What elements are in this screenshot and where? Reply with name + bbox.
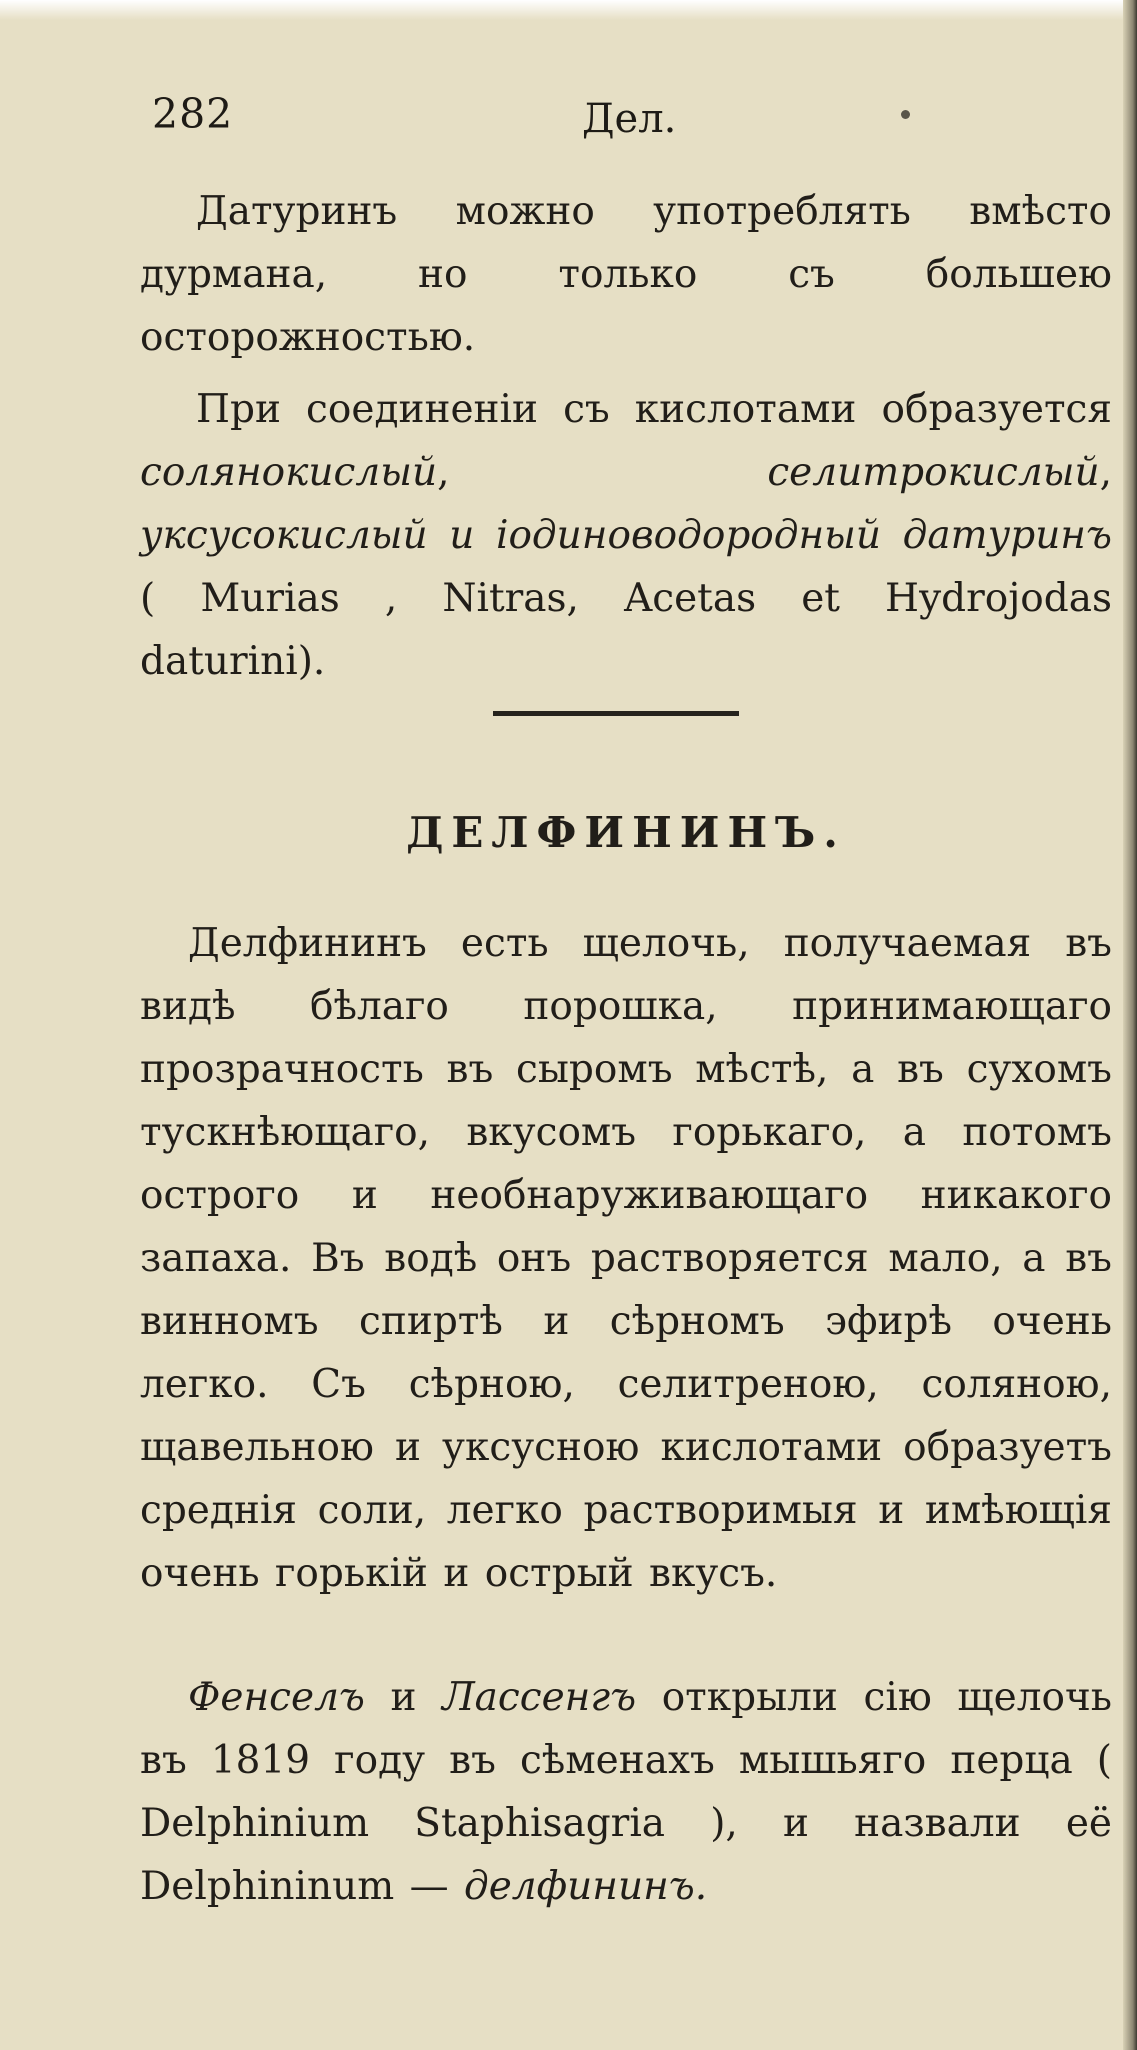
section-divider [493,711,739,716]
italic-term: селитрокислый [767,450,1100,495]
paragraph-text: Делфининъ есть щелочь, получаемая въ видѣ бѣлаго порошка, принимающаго прозрачность въ сыромъ мѣстѣ, а въ сухомъ тускнѣющаго, вкусомъ горькаго, а потомъ острого и необнаруживающаго никакого запаха. Въ водѣ онъ растворяется мало, а въ винномъ спиртѣ и сѣрномъ эфирѣ очень легко. Съ сѣрною, селитреною, соляною, щавельною и уксусною кислотами образуетъ среднія соли, легко растворимыя и имѣющія очень горькій и острый вкусъ. [140,921,1112,1596]
paragraph-text: Датуринъ можно употреблять вмѣсто дурмана, но только съ большею осторожностью. [140,189,1112,360]
paragraph-text: При соединеніи съ кислотами образуется [196,387,1112,432]
page-right-edge [1123,0,1137,2050]
running-head: Дел. [582,96,677,142]
paragraph-text: и [364,1675,443,1720]
italic-name: Лассенгъ [442,1675,637,1720]
paragraph-delphinin-discovery [140,1666,1112,1918]
paragraph-daturin-salts [140,378,1112,693]
paragraph-text: , [1099,450,1112,495]
paragraph-delphinin-description [140,912,1112,1605]
italic-name: Фенселъ [188,1675,365,1720]
page-number: 282 [152,90,234,138]
paragraph-daturin-usage [140,180,1112,369]
paragraph-text: , [437,450,768,495]
section-title: ДЕЛФИНИНЪ. [406,808,846,857]
italic-term: солянокислый [140,450,438,495]
page-top-edge [0,0,1137,20]
italic-term: делфининъ. [463,1864,708,1909]
italic-term: уксусокислый и іодиноводородный датуринъ [140,513,1112,558]
ink-dot [901,110,910,119]
page-header [152,90,1102,150]
paragraph-text: открыли сію щелочь въ 1819 году въ сѣменахъ мышьяго перца ( Delphinium Staphisagria ), и назвали её Delphininum — [140,1675,1112,1909]
paragraph-text: ( Murias , Nitras, Acetas et Hydrojodas daturini). [140,576,1112,684]
